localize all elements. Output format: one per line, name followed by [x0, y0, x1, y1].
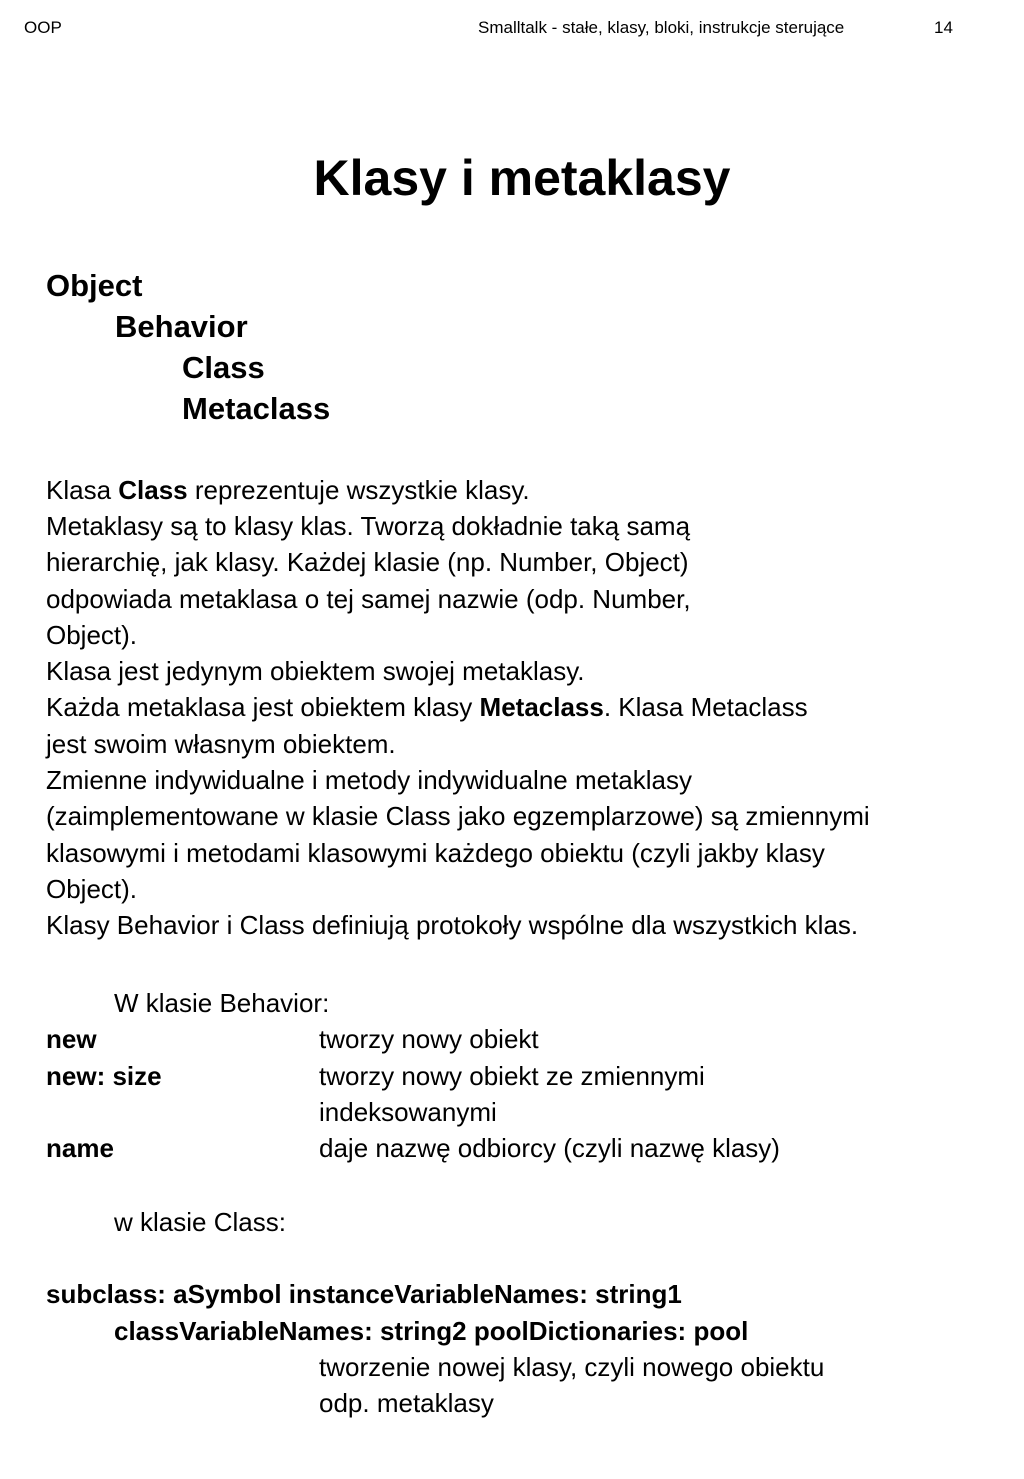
class-section-heading: w klasie Class: [114, 1207, 286, 1237]
paragraph-line: Metaklasy są to klasy klas. Tworzą dokładnie taką samą [46, 511, 691, 541]
paragraph-line: jest swoim własnym obiektem. [46, 729, 396, 759]
hierarchy-behavior: Behavior [115, 309, 248, 344]
paragraph-line: klasowymi i metodami klasowymi każdego obiektu (czyli jakby klasy [46, 838, 825, 868]
hierarchy-object: Object [46, 268, 143, 303]
paragraph-line: (zaimplementowane w klasie Class jako egzemplarzowe) są zmiennymi [46, 801, 870, 831]
bold-term-class: Class [118, 475, 188, 505]
paragraph-line: odpowiada metaklasa o tej samej nazwie (odp. Number, [46, 584, 691, 614]
hierarchy-class: Class [182, 350, 265, 385]
text-span: reprezentuje wszystkie klasy. [187, 475, 530, 505]
subclass-desc-line2: odp. metaklasy [319, 1388, 494, 1418]
hierarchy-metaclass: Metaclass [182, 391, 331, 426]
paragraph-line: Object). [46, 874, 138, 904]
paragraph-line: hierarchię, jak klasy. Każdej klasie (np. Number, Object) [46, 547, 689, 577]
paragraph-line: Zmienne indywidualne i metody indywidualne metaklasy [46, 765, 693, 795]
subclass-desc-line1: tworzenie nowej klasy, czyli nowego obiektu [319, 1352, 825, 1382]
method-desc-new: tworzy nowy obiekt [319, 1024, 539, 1054]
header-topic-title: Smalltalk - stałe, klasy, bloki, instrukcje sterujące [478, 18, 845, 37]
text-span: . Klasa Metaclass [603, 692, 808, 722]
behavior-section-heading: W klasie Behavior: [114, 988, 330, 1018]
paragraph-line: Object). [46, 620, 138, 650]
text-span: Każda metaklasa jest obiektem klasy [46, 692, 480, 722]
bold-term-metaclass: Metaclass [479, 692, 604, 722]
method-term-name: name [46, 1133, 114, 1163]
paragraph-line [46, 689, 808, 725]
paragraph-line [46, 472, 530, 508]
subclass-signature-line1: subclass: aSymbol instanceVariableNames: string1 [46, 1279, 682, 1309]
paragraph-line: Klasa jest jedynym obiektem swojej metaklasy. [46, 656, 585, 686]
method-desc-name: daje nazwę odbiorcy (czyli nazwę klasy) [319, 1133, 780, 1163]
page-title: Klasy i metaklasy [313, 150, 731, 206]
subclass-signature-line2: classVariableNames: string2 poolDictionaries: pool [114, 1316, 749, 1346]
method-term-new: new [46, 1024, 97, 1054]
method-desc-new-size-cont: indeksowanymi [319, 1097, 497, 1127]
text-span: Klasa [46, 475, 119, 505]
method-desc-new-size: tworzy nowy obiekt ze zmiennymi [319, 1061, 705, 1091]
method-term-new-size: new: size [46, 1061, 162, 1091]
paragraph-line: Klasy Behavior i Class definiują protokoły wspólne dla wszystkich klas. [46, 910, 859, 940]
header-course-label: OOP [24, 18, 62, 37]
page-number: 14 [934, 18, 953, 37]
